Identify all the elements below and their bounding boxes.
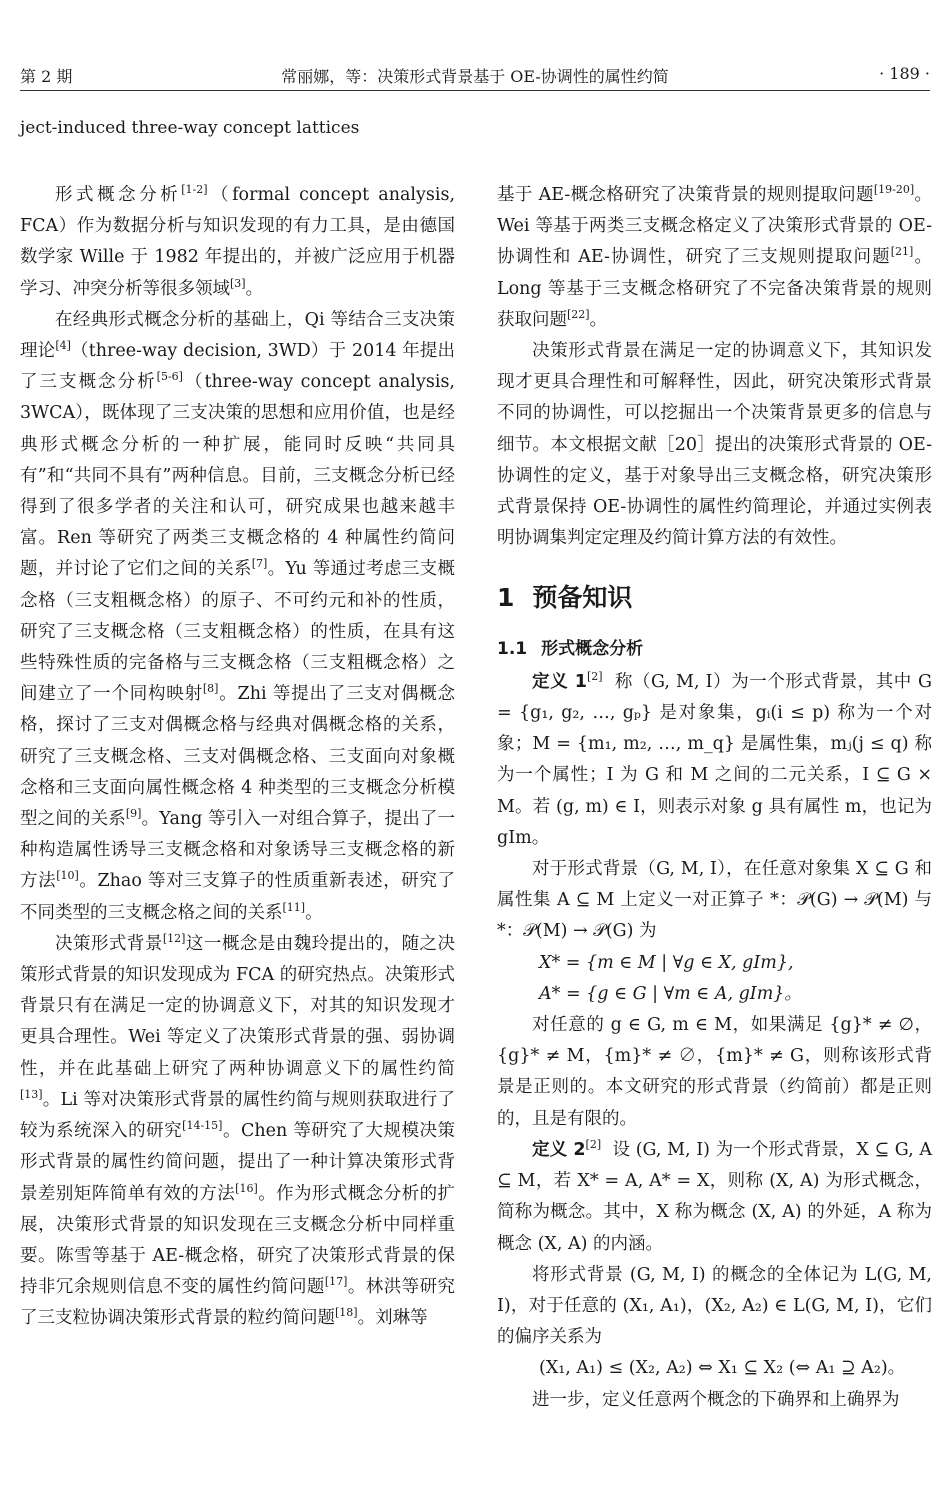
citation: [16] (235, 1181, 258, 1195)
paragraph: 对于形式背景（G, M, I），在任意对象集 X ⊆ G 和属性集 A ⊆ M 上定义一对正算子 *：𝒫(G) → 𝒫(M) 与 *：𝒫(M) → 𝒫(G) 为 (497, 859, 932, 942)
citation: [11] (282, 900, 306, 914)
citation: [18] (335, 1306, 358, 1320)
citation: [12] (162, 932, 186, 946)
paragraph: 在经典形式概念分析的基础上，Qi 等结合三支决策理论[4]（three-way decision, 3WD）于 2014 年提出了三支概念分析[5-6]（three-way concept analysis, 3WCA），既体现了三支决策的思想和应用价值，也是经典形式概念分析的一种扩展，能同时反映“共同具有”和“共同不具有”两种信息。目前，三支概念分析已经得到了很多学者的关注和认可，研究成果也越来越丰富。Ren 等研究了两类三支概念格的 4 种属性约简问题，并讨论了它们之间的关系[7]。Yu 等通过考虑三支概念格（三支粗概念格）的原子、不可约元和补的性质，研究了三支概念格（三支粗概念格）的性质，在具有这些特殊性质的完备格与三支概念格（三支粗概念格）之间建立了一个同构映射[8]。Zhi 等提出了三支对偶概念格，探讨了三支对偶概念格与经典对偶概念格的关系，研究了三支概念格、三支对偶概念格、三支面向对象概念格和三支面向属性概念格 4 种类型的三支概念分析模型之间的关系[9]。Yang 等引入一对组合算子，提出了一种构造属性诱导三支概念格和对象诱导三支概念格的新方法[10]。Zhao 等对三支算子的性质重新表述，研究了不同类型的三支概念格之间的关系[11]。 (20, 309, 456, 923)
citation: [2] (585, 1138, 602, 1152)
citation: [1-2] (181, 183, 208, 197)
paragraph: 形式概念分析[1-2]（formal concept analysis, FCA）作为数据分析与知识发现的有力工具，是由德国数学家 Wille 于 1982 年提出的，并被广泛应用于机器学习、冲突分析等很多领域[3]。 (20, 183, 456, 299)
running-title: 常丽娜，等：决策形式背景基于 OE-协调性的属性约简 (281, 67, 669, 86)
citation: [7] (251, 557, 268, 571)
citation: [14-15] (182, 1119, 223, 1133)
citation: [4] (55, 339, 71, 353)
continuation-line: ject-induced three-way concept lattices (20, 118, 360, 138)
citation: [17] (324, 1275, 348, 1289)
citation: [22] (567, 307, 590, 321)
page-header (20, 60, 930, 91)
citation: [13] (20, 1088, 43, 1102)
definition-1: 定义 1[2] 称（G, M, I）为一个形式背景，其中 G = {g₁, g₂, …, gₚ} 是对象集，gᵢ(i ≤ p) 称为一个对象；M = {m₁, m₂, …, m_q} 是属性集，mⱼ(j ≤ q) 称为一个属性；I 为 G 和 M 之间的二元关系，I ⊆ G × M。若 (g, m) ∈ I，则表示对象 g 具有属性 m，也记为 gIm。 (497, 670, 932, 848)
left-column (20, 180, 455, 1335)
paragraph: 将形式背景 (G, M, I) 的概念的全体记为 L(G, M, I)，对于任意的 (X₁, A₁)，(X₂, A₂) ∈ L(G, M, I)，它们的偏序关系为 (497, 1264, 932, 1348)
formula: (X₁, A₁) ≤ (X₂, A₂) ⇔ X₁ ⊆ X₂ (⇔ A₁ ⊇ A₂)。 (539, 1358, 906, 1379)
formula: X* = {m ∈ M | ∀g ∈ X, gIm}, (539, 952, 794, 973)
formula: A* = {g ∈ G | ∀m ∈ A, gIm}。 (539, 983, 802, 1004)
definition-2: 定义 2[2] 设 (G, M, I) 为一个形式背景，X ⊆ G, A ⊆ M，若 X* = A, A* = X，则称 (X, A) 为形式概念，简称为概念。其中，X 称为概念 (X, A) 的外延，A 称为概念 (X, A) 的内涵。 (497, 1138, 932, 1254)
paragraph: 决策形式背景在满足一定的协调意义下，其知识发现才更具合理性和可解释性，因此，研究决策形式背景不同的协调性，可以挖掘出一个决策背景更多的信息与细节。本文根据文献［20］提出的决策形式背景的 OE-协调性的定义，基于对象导出三支概念格，研究决策形式背景保持 OE-协调性的属性约简理论，并通过实例表明协调集判定定理及约简计算方法的有效性。 (497, 341, 932, 549)
page-number: · 189 · (879, 64, 930, 83)
citation: [5-6] (156, 370, 183, 384)
right-column (497, 180, 932, 1416)
paragraph: 对任意的 g ∈ G, m ∈ M，如果满足 {g}* ≠ ∅，{g}* ≠ M，{m}* ≠ ∅，{m}* ≠ G，则称该形式背景是正则的。本文研究的形式背景（约简前）都是正则的，且是有限的。 (497, 1015, 932, 1129)
citation: [10] (56, 869, 79, 883)
citation: [21] (890, 245, 914, 259)
issue-number: 第 2 期 (20, 67, 73, 86)
paragraph: 决策形式背景[12]这一概念是由魏玲提出的，随之决策形式背景的知识发现成为 FCA 的研究热点。决策形式背景只有在满足一定的协调意义下，对其的知识发现才更具合理性。Wei 等定义了决策形式背景的强、弱协调性，并在此基础上研究了两种协调意义下的属性约简[13]。Li 等对决策形式背景的属性约简与规则获取进行了较为系统深入的研究[14-15]。Chen 等研究了大规模决策形式背景的属性约简问题，提出了一种计算决策形式背景差别矩阵简单有效的方法[16]。作为形式概念分析的扩展，决策形式背景的知识发现在三支概念分析中同样重要。陈雪等基于 AE-概念格，研究了决策形式背景的保持非冗余规则信息不变的属性约简问题[17]。林洪等研究了三支粒协调决策形式背景的粒约简问题[18]。刘琳等 (20, 932, 456, 1329)
section-heading: 1 预备知识 (497, 583, 633, 613)
citation: [2] (586, 670, 603, 684)
subsection-heading: 1.1 形式概念分析 (497, 638, 644, 659)
paragraph: 进一步，定义任意两个概念的下确界和上确界为 (532, 1389, 900, 1410)
paragraph: 基于 AE-概念格研究了决策背景的规则提取问题[19-20]。Wei 等基于两类三支概念格定义了决策形式背景的 OE-协调性和 AE-协调性，研究了三支规则提取问题[21]。Long 等基于三支概念格研究了不完备决策背景的规则获取问题[22]。 (497, 183, 933, 330)
citation: [19-20] (873, 183, 915, 197)
citation: [9] (125, 807, 142, 821)
citation: [3] (230, 276, 246, 290)
citation: [8] (202, 682, 219, 696)
